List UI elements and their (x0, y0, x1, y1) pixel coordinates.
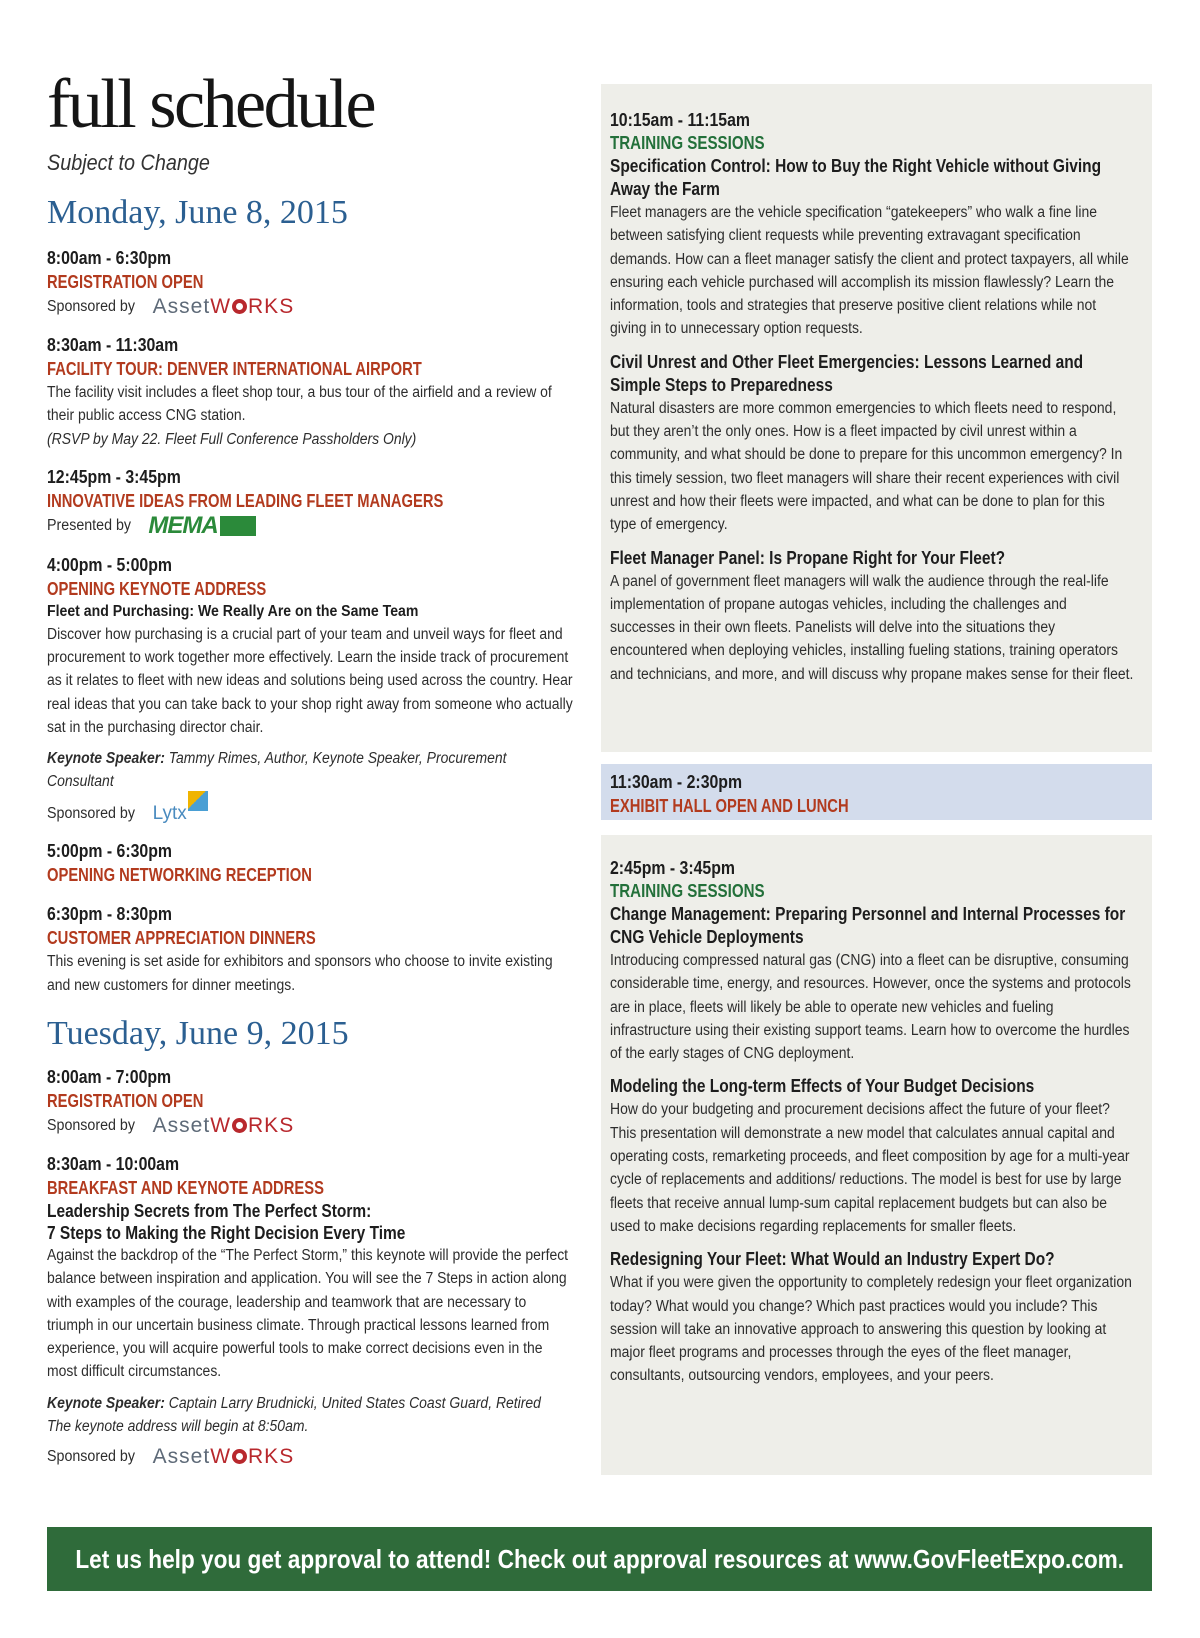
approval-banner[interactable] (47, 1527, 1152, 1591)
session (610, 903, 1134, 1065)
sponsor-line (47, 1444, 575, 1470)
schedule-entry (47, 246, 575, 320)
block-time: 10:15am - 11:15am (610, 110, 751, 130)
page-subtitle: Subject to Change (47, 150, 210, 175)
event-time: 8:30am - 11:30am (47, 335, 179, 355)
event-time: 8:00am - 7:00pm (47, 1066, 172, 1087)
speaker-name: Captain Larry Brudnicki, United States Coast Guard, Retired (168, 1394, 541, 1412)
event-description: Against the backdrop of the “The Perfect Storm,” this keynote will provide the perfect balance between inspiration and application. You will see the 7 Steps in action along with examples of the courage, leadership and teamwork that are necessary to triumph in our uncertain business climate. Through practical lessons learned from experience, you will acquire powerful tools to make correct decisions even in the most difficult circumstances. (47, 1246, 569, 1381)
session-description: What if you were given the opportunity to completely redesign your fleet organization today? What would you change? Which past practices would you include? This session will take an innovative approach to answering this question by looking at major fleet programs and processes through the eyes of the fleet manager, consultants, outsourcing vendors, employees, and your peers. (610, 1274, 1132, 1385)
session-description: Introducing compressed natural gas (CNG) into a fleet can be disruptive, consuming considerable time, energy, and resources. However, once the systems and protocols are in place, fleets will likely be able to operate new vehicles and fueling infrastructure using their existing support teams. Learn how to overcome the hurdles of the early stages of CNG deployment. (610, 952, 1131, 1063)
event-name: FACILITY TOUR: DENVER INTERNATIONAL AIRPORT (47, 359, 422, 379)
session-title: Fleet Manager Panel: Is Propane Right for Your Fleet? (610, 547, 1006, 568)
event-time: 8:00am - 6:30pm (47, 248, 172, 268)
page-title: full schedule (47, 66, 375, 143)
event-time: 5:00pm - 6:30pm (47, 841, 173, 862)
schedule-entry (47, 902, 575, 997)
schedule-entry (47, 839, 575, 887)
training-label: TRAINING SESSIONS (610, 133, 765, 153)
session-description: Fleet managers are the vehicle specification “gatekeepers” who walk a fine line between satisfying client requests while preventing extravagant specification demands. How can a fleet manager satisfy the client and protect taxpayers, all while ensuring each vehicle purchased will accomplish its mission flawlessly? Learn the information, tools and strategies that preserve positive client relations while not giving in to unnecessary option requests. (610, 204, 1129, 338)
sponsor-line (47, 294, 575, 320)
session (610, 351, 1134, 537)
session-title: Modeling the Long-term Effects of Your Budget Decisions (610, 1076, 1035, 1097)
session-title: Civil Unrest and Other Fleet Emergencies: Lessons Learned and Simple Steps to Preparedness (610, 351, 1084, 395)
speaker-name: Tammy Rimes, Author, Keynote Speaker, Procurement Consultant (47, 750, 507, 791)
session-description: How do your budgeting and procurement decisions affect the future of your fleet? This presentation will demonstrate a new model that calculates annual capital and operating costs, remarketing proceeds, and fleet composition by age for a multi-year cycle of replacements and additions/ reductions. The model is best for use by large fleets that receive annual lump-sum capital replacement budgets but can also be used to make decisions regarding replacements for smaller fleets. (610, 1101, 1130, 1235)
event-time: 4:00pm - 5:00pm (47, 554, 173, 575)
sponsor-label: Sponsored by (47, 1447, 136, 1465)
sponsor-line (47, 1113, 575, 1139)
schedule-entry (47, 333, 575, 451)
sponsor-line (47, 801, 575, 827)
schedule-entry (47, 1152, 575, 1470)
event-description: Discover how purchasing is a crucial part of your team and unveil ways for fleet and procurement to work together more effectively. Learn the inside track of procurement as it relates to fleet with new ideas and solutions being used across the country. Hear real ideas that you can take back to your shop right away from someone who actually sat in the purchasing director chair. (47, 625, 573, 737)
block-time: 2:45pm - 3:45pm (610, 858, 736, 878)
event-name: REGISTRATION OPEN (47, 1090, 204, 1111)
assetworks-logo: AssetW RKS (152, 1444, 295, 1468)
approval-banner-text[interactable]: Let us help you get approval to attend! Check out approval resources at www.GovFleetExpo.com. (75, 1543, 1124, 1574)
session-description: Natural disasters are more common emergencies to which fleets need to respond, but they aren’t the only ones. How is a fleet impacted by civil unrest within a community, and what should be done to prepare for this uncommon emergency? In this timely session, two fleet managers will share their recent experiences with civil unrest and how their fleets were impacted, and what can be done to plan for this type of emergency. (610, 399, 1123, 534)
event-description: This evening is set aside for exhibitors and sponsors who choose to invite existing and new customers for dinner meetings. (47, 953, 553, 994)
exhibit-hall-block (601, 764, 1152, 820)
session-title: Redesigning Your Fleet: What Would an Industry Expert Do? (610, 1249, 1055, 1270)
session (610, 155, 1134, 341)
block-time: 11:30am - 2:30pm (610, 772, 743, 792)
event-note: (RSVP by May 22. Fleet Full Conference Passholders Only) (47, 430, 417, 448)
training-label: TRAINING SESSIONS (610, 881, 765, 901)
event-description: The facility visit includes a fleet shop tour, a bus tour of the airfield and a review of their public access CNG station. (47, 384, 552, 425)
event-name: OPENING KEYNOTE ADDRESS (47, 578, 267, 599)
presenter-label: Presented by (47, 516, 132, 534)
session-title: Change Management: Preparing Personnel and Internal Processes for CNG Vehicle Deployments (610, 904, 1126, 947)
event-name: INNOVATIVE IDEAS FROM LEADING FLEET MANAGERS (47, 490, 444, 511)
event-time: 8:30am - 10:00am (47, 1153, 180, 1174)
schedule-entry (47, 1065, 575, 1139)
session-title: Specification Control: How to Buy the Right Vehicle without Giving Away the Farm (610, 156, 1102, 199)
training-block-morning (601, 84, 1152, 752)
session-description: A panel of government fleet managers will walk the audience through the real-life implementation of propane autogas vehicles, including the challenges and successes in their own fleets. Panelists will delve into the situations they encountered when deploying vehicles, installing fueling stations, training operators and technicians, and more, and will discuss why propane makes sense for their fleet. (610, 572, 1134, 683)
event-time: 6:30pm - 8:30pm (47, 904, 173, 925)
sponsor-label: Sponsored by (47, 805, 136, 823)
day-heading-tuesday: Tuesday, June 9, 2015 (47, 1014, 349, 1052)
schedule-entry (47, 465, 575, 539)
event-name: REGISTRATION OPEN (47, 272, 204, 292)
schedule-entry (47, 553, 575, 827)
speaker-label: Keynote Speaker: (47, 1394, 165, 1412)
day-heading-monday: Monday, June 8, 2015 (47, 194, 348, 231)
event-name: BREAKFAST AND KEYNOTE ADDRESS (47, 1177, 324, 1198)
event-subtitle: Fleet and Purchasing: We Really Are on the Same Team (47, 602, 419, 620)
keynote-speaker (47, 747, 574, 793)
event-subtitle: Leadership Secrets from The Perfect Storm: (47, 1200, 372, 1221)
event-subtitle: 7 Steps to Making the Right Decision Every Time (47, 1222, 406, 1243)
event-name: EXHIBIT HALL OPEN AND LUNCH (610, 796, 849, 816)
event-name: CUSTOMER APPRECIATION DINNERS (47, 928, 316, 949)
mema-logo: MEMA (148, 513, 255, 539)
speaker-label: Keynote Speaker: (47, 750, 165, 768)
sponsor-label: Sponsored by (47, 1116, 136, 1134)
session (610, 547, 1134, 686)
sponsor-label: Sponsored by (47, 298, 136, 315)
left-column (47, 66, 575, 1470)
event-time: 12:45pm - 3:45pm (47, 466, 181, 487)
session (610, 1075, 1134, 1238)
event-name: OPENING NETWORKING RECEPTION (47, 865, 312, 886)
training-block-afternoon (601, 835, 1152, 1475)
assetworks-logo: AssetW RKS (152, 1113, 295, 1137)
event-note: The keynote address will begin at 8:50am. (47, 1417, 309, 1435)
presenter-line (47, 513, 575, 539)
assetworks-logo: AssetW RKS (152, 295, 295, 318)
lytx-logo: Lytx (153, 801, 208, 827)
keynote-speaker (47, 1392, 574, 1415)
session (610, 1248, 1134, 1387)
